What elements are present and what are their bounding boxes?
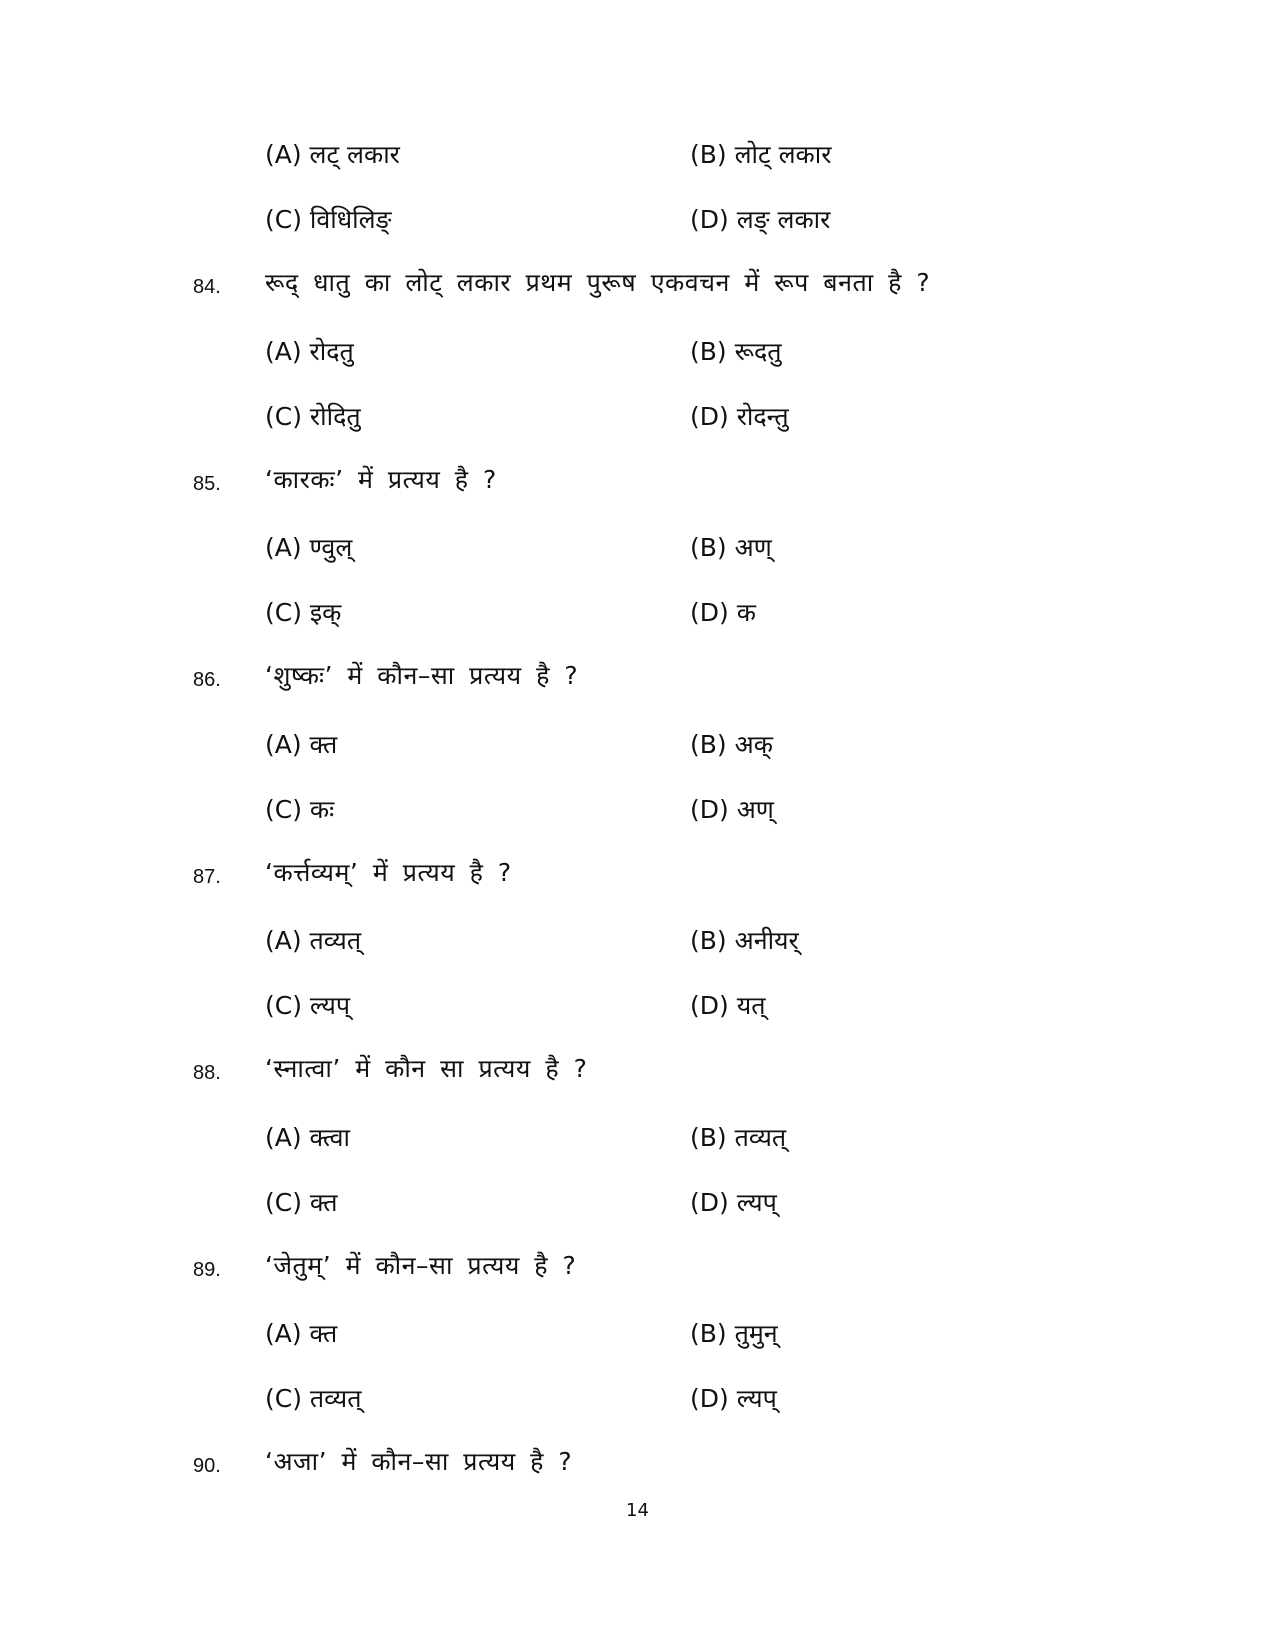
question-row (0, 460, 1275, 500)
option-row (0, 200, 1275, 240)
option-c: (C) कः (265, 795, 335, 824)
question-number: 84. (193, 276, 221, 298)
option-a: (A) क्त (265, 1319, 338, 1348)
option-c: (C) विधिलिङ् (265, 205, 392, 234)
option-row (0, 1314, 1275, 1354)
question-row (0, 263, 1275, 303)
option-a: (A) रोदतु (265, 337, 354, 366)
option-b: (B) अक् (690, 730, 773, 759)
question-text: ‘कर्त्तव्यम्’ में प्रत्यय है ? (265, 858, 512, 887)
page-number: 14 (626, 1500, 649, 1521)
option-a: (A) क्त्वा (265, 1123, 350, 1152)
question-number: 85. (193, 473, 221, 495)
question-number: 90. (193, 1455, 221, 1477)
option-c: (C) रोदितु (265, 402, 361, 431)
option-a: (A) तव्यत् (265, 926, 362, 955)
option-b: (B) तुमुन् (690, 1319, 778, 1348)
option-row (0, 725, 1275, 765)
question-text: ‘जेतुम्’ में कौन–सा प्रत्यय है ? (265, 1251, 577, 1280)
option-row (0, 1183, 1275, 1223)
question-number: 87. (193, 866, 221, 888)
option-row (0, 528, 1275, 568)
question-text: रूद् धातु का लोट् लकार प्रथम पुरूष एकवचन में रूप बनता है ? (265, 268, 931, 297)
option-d: (D) रोदन्तु (690, 402, 789, 431)
question-row (0, 656, 1275, 696)
question-row (0, 1442, 1275, 1482)
option-b: (B) तव्यत् (690, 1123, 787, 1152)
option-row (0, 986, 1275, 1026)
option-row (0, 397, 1275, 437)
option-d: (D) अण् (690, 795, 774, 824)
option-b: (B) रूदतु (690, 337, 782, 366)
option-row (0, 1118, 1275, 1158)
option-d: (D) ल्यप् (690, 1384, 777, 1413)
option-row (0, 332, 1275, 372)
question-text: ‘कारकः’ में प्रत्यय है ? (265, 465, 497, 494)
question-row (0, 1049, 1275, 1089)
option-row (0, 790, 1275, 830)
option-a: (A) लट् लकार (265, 140, 400, 169)
option-c: (C) इक् (265, 598, 342, 627)
question-number: 88. (193, 1062, 221, 1084)
option-a: (A) क्त (265, 730, 338, 759)
option-a: (A) ण्वुल् (265, 533, 353, 562)
question-text: ‘स्नात्वा’ में कौन सा प्रत्यय है ? (265, 1054, 588, 1083)
option-b: (B) अण् (690, 533, 772, 562)
option-c: (C) तव्यत् (265, 1384, 362, 1413)
option-row (0, 135, 1275, 175)
question-row (0, 853, 1275, 893)
option-d: (D) ल्यप् (690, 1188, 777, 1217)
option-b: (B) लोट् लकार (690, 140, 832, 169)
question-text: ‘अजा’ में कौन–सा प्रत्यय है ? (265, 1447, 573, 1476)
question-row (0, 1246, 1275, 1286)
option-d: (D) क (690, 598, 756, 627)
question-text: ‘शुष्कः’ में कौन–सा प्रत्यय है ? (265, 661, 579, 690)
option-d: (D) लङ् लकार (690, 205, 831, 234)
option-c: (C) क्त (265, 1188, 338, 1217)
question-number: 89. (193, 1259, 221, 1281)
option-row (0, 593, 1275, 633)
option-row (0, 921, 1275, 961)
option-d: (D) यत् (690, 991, 766, 1020)
option-c: (C) ल्यप् (265, 991, 351, 1020)
option-row (0, 1379, 1275, 1419)
option-b: (B) अनीयर् (690, 926, 799, 955)
question-number: 86. (193, 669, 221, 691)
